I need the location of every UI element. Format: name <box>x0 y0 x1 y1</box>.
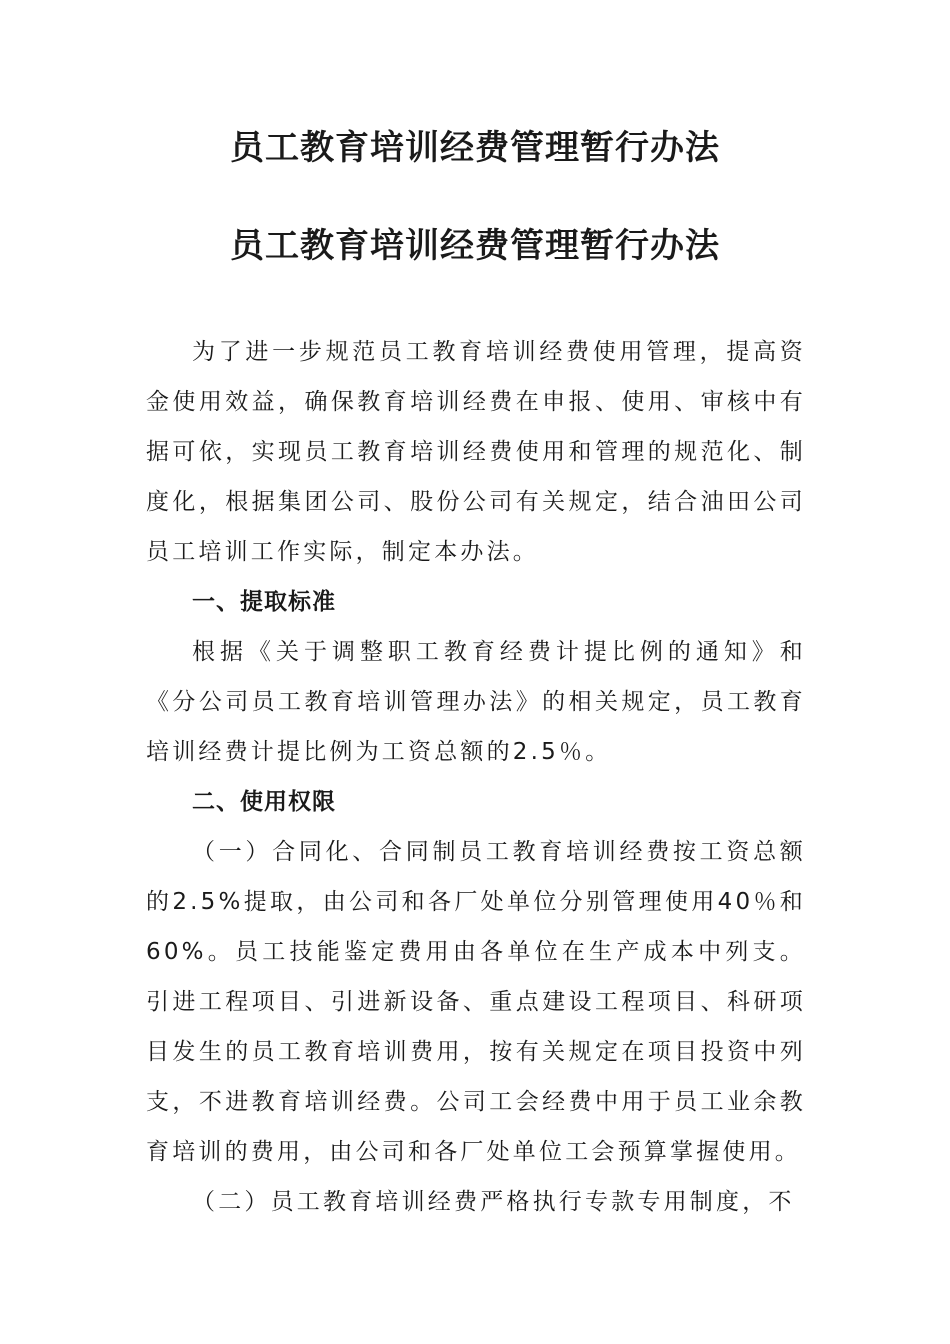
document-body <box>146 327 806 1227</box>
document-title: 员工教育培训经费管理暂行办法 <box>230 128 720 168</box>
document-subtitle: 员工教育培训经费管理暂行办法 <box>230 226 720 266</box>
intro-paragraph: 为了进一步规范员工教育培训经费使用管理，提高资金使用效益，确保教育培训经费在申报、使用、审核中有据可依，实现员工教育培训经费使用和管理的规范化、制度化，根据集团公司、股份公司有关规定，结合油田公司员工培训工作实际，制定本办法。 <box>146 339 806 565</box>
section-2-item-2: （二）员工教育培训经费严格执行专款专用制度，不 <box>192 1189 795 1215</box>
section-1-paragraph: 根据《关于调整职工教育经费计提比例的通知》和《分公司员工教育培训管理办法》的相关规定，员工教育培训经费计提比例为工资总额的2.5％。 <box>146 639 806 765</box>
section-2-heading: 二、使用权限 <box>192 789 336 815</box>
section-1-heading: 一、提取标准 <box>192 589 336 615</box>
section-2-item-1: （一）合同化、合同制员工教育培训经费按工资总额的2.5%提取，由公司和各厂处单位分别管理使用40％和60%。员工技能鉴定费用由各单位在生产成本中列支。引进工程项目、引进新设备、重点建设工程项目、科研项目发生的员工教育培训费用，按有关规定在项目投资中列支，不进教育培训经费。公司工会经费中用于员工业余教育培训的费用，由公司和各厂处单位工会预算掌握使用。 <box>146 839 806 1165</box>
